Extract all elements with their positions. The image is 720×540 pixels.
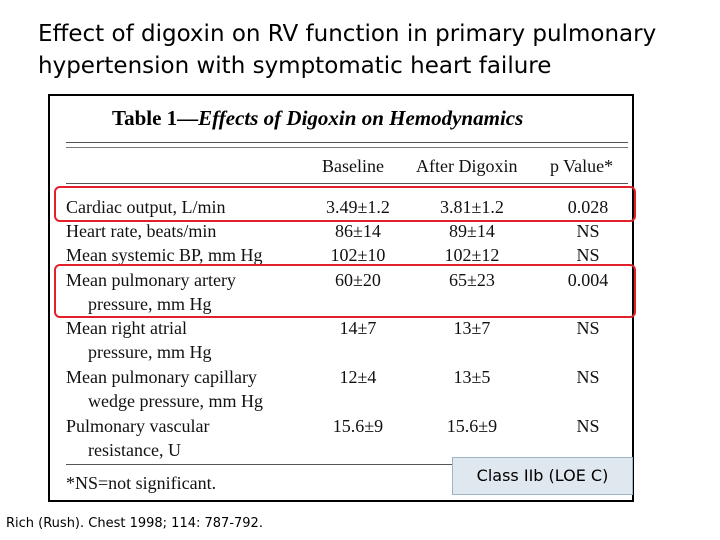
highlight-pulmonary-artery xyxy=(54,264,636,318)
row-label-pulmonary-artery: Mean pulmonary artery pressure, mm Hg xyxy=(66,270,236,314)
table-rule-top-2 xyxy=(66,147,628,148)
cell-after: 102±12 xyxy=(444,245,500,265)
cell-p: NS xyxy=(576,318,600,338)
cell-p: NS xyxy=(576,221,600,241)
header-p-value: p Value* xyxy=(550,156,614,176)
cell-after: 3.81±1.2 xyxy=(440,197,504,217)
cell-after: 89±14 xyxy=(449,221,495,241)
cell-baseline: 12±4 xyxy=(339,367,377,387)
row-label-vascular-resistance: Pulmonary vascular resistance, U xyxy=(66,416,210,460)
table-title-italic: Effects of Digoxin on Hemodynamics xyxy=(198,106,524,130)
row-label-capillary-wedge: Mean pulmonary capillary wedge pressure, mm Hg xyxy=(66,367,263,411)
cell-p: 0.028 xyxy=(567,197,609,217)
citation: Rich (Rush). Chest 1998; 114: 787-792. xyxy=(6,516,263,531)
cell-baseline: 102±10 xyxy=(330,245,386,265)
cell-after: 13±7 xyxy=(453,318,491,338)
hemodynamics-table xyxy=(48,94,634,502)
cell-after: 15.6±9 xyxy=(446,416,498,436)
cell-p: NS xyxy=(576,367,600,387)
table-rule-header xyxy=(66,183,628,184)
table-title xyxy=(112,106,523,131)
cell-baseline: 3.49±1.2 xyxy=(326,197,390,217)
row-label-heart-rate: Heart rate, beats/min xyxy=(66,221,217,241)
cell-baseline: 60±20 xyxy=(335,270,381,290)
cell-baseline: 14±7 xyxy=(339,318,377,338)
cell-p: 0.004 xyxy=(567,270,609,290)
header-baseline: Baseline xyxy=(322,156,384,176)
row-label-cardiac-output: Cardiac output, L/min xyxy=(66,197,226,217)
table-rule-top xyxy=(66,142,628,143)
header-after-digoxin: After Digoxin xyxy=(416,156,518,176)
cell-p: NS xyxy=(576,416,600,436)
table-title-prefix: Table 1— xyxy=(112,106,199,130)
cell-after: 65±23 xyxy=(449,270,495,290)
row-label-systemic-bp: Mean systemic BP, mm Hg xyxy=(66,245,263,265)
class-badge: Class IIb (LOE C) xyxy=(452,457,633,495)
highlight-cardiac-output xyxy=(54,186,636,222)
row-label-right-atrial: Mean right atrial pressure, mm Hg xyxy=(66,318,212,362)
table-footnote: *NS=not significant. xyxy=(66,473,217,493)
cell-after: 13±5 xyxy=(453,367,491,387)
cell-baseline: 86±14 xyxy=(335,221,381,241)
cell-baseline: 15.6±9 xyxy=(332,416,384,436)
slide-title: Effect of digoxin on RV function in primary pulmonary hypertension with symptomatic heart failure xyxy=(38,21,657,79)
cell-p: NS xyxy=(576,245,600,265)
